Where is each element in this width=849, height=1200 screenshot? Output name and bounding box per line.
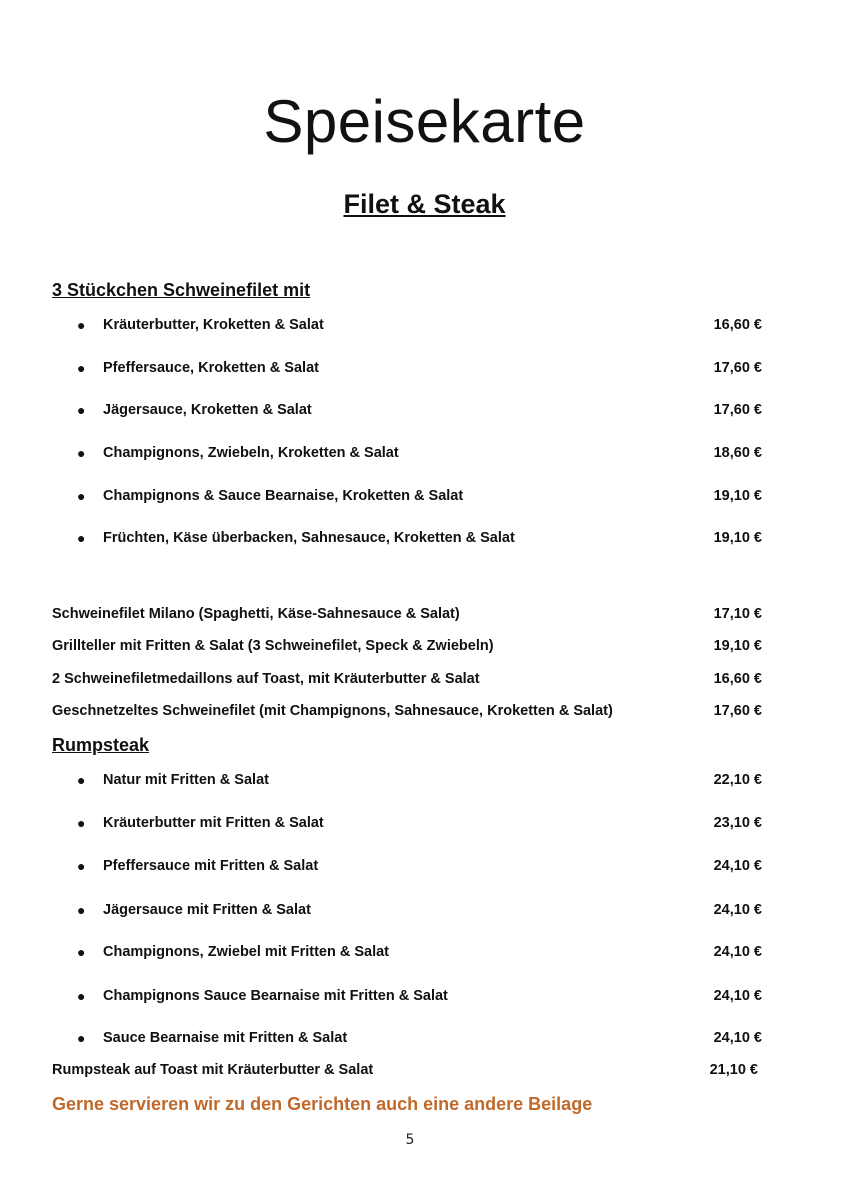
bullet-icon: ● [77,858,86,874]
bullet-icon: ● [77,815,86,831]
page-subtitle: Filet & Steak [343,189,506,219]
menu-item-price: 24,10 € [713,1030,762,1046]
menu-item [52,668,762,690]
menu-item-price: 17,60 € [713,703,762,719]
menu-item-price: 23,10 € [713,815,762,831]
bullet-icon: ● [77,944,86,960]
menu-item-price: 22,10 € [713,772,762,788]
menu-item-name: Schweinefilet Milano (Spaghetti, Käse-Sahnesauce & Salat) [52,606,460,622]
menu-item [52,1027,762,1049]
bullet-icon: ● [77,902,86,918]
menu-item-price: 19,10 € [713,638,762,654]
bullet-icon: ● [77,402,86,418]
menu-item [52,769,762,791]
bullet-icon: ● [77,488,86,504]
menu-item-name: Champignons, Zwiebeln, Kroketten & Salat [103,445,399,461]
menu-item [52,485,762,507]
menu-item [52,899,762,921]
menu-item-name: Natur mit Fritten & Salat [103,772,269,788]
menu-item-name: Jägersauce, Kroketten & Salat [103,402,312,418]
menu-item-price: 21,10 € [709,1062,758,1078]
menu-item-name: Kräuterbutter, Kroketten & Salat [103,317,324,333]
bullet-icon: ● [77,360,86,376]
menu-item [52,314,762,336]
menu-item-name: Champignons, Zwiebel mit Fritten & Salat [103,944,389,960]
menu-item [52,442,762,464]
bullet-icon: ● [77,988,86,1004]
menu-item-price: 24,10 € [713,944,762,960]
menu-item-name: Jägersauce mit Fritten & Salat [103,902,311,918]
menu-item [52,700,762,722]
menu-item-price: 24,10 € [713,988,762,1004]
menu-item-name: Früchten, Käse überbacken, Sahnesauce, Kroketten & Salat [103,530,515,546]
menu-item-name: Kräuterbutter mit Fritten & Salat [103,815,324,831]
bullet-icon: ● [77,772,86,788]
menu-item-name: Champignons Sauce Bearnaise mit Fritten & Salat [103,988,448,1004]
menu-item-price: 24,10 € [713,858,762,874]
side-dish-note: Gerne servieren wir zu den Gerichten auch eine andere Beilage [52,1094,593,1114]
page-title: Speisekarte [263,88,586,155]
menu-item-name: 2 Schweinefiletmedaillons auf Toast, mit Kräuterbutter & Salat [52,671,480,687]
menu-item-name: Grillteller mit Fritten & Salat (3 Schweinefilet, Speck & Zwiebeln) [52,638,494,654]
bullet-icon: ● [77,445,86,461]
menu-item [52,812,762,834]
menu-item-price: 17,60 € [713,360,762,376]
menu-item-name: Pfeffersauce, Kroketten & Salat [103,360,319,376]
menu-item [52,1059,758,1081]
menu-item [52,357,762,379]
bullet-icon: ● [77,1030,86,1046]
bullet-icon: ● [77,317,86,333]
menu-item-price: 18,60 € [713,445,762,461]
page-number: 5 [405,1132,415,1148]
menu-item-name: Champignons & Sauce Bearnaise, Kroketten & Salat [103,488,464,504]
menu-item [52,985,762,1007]
menu-item [52,635,762,657]
menu-item-name: Rumpsteak auf Toast mit Kräuterbutter & Salat [52,1062,374,1078]
menu-item-name: Pfeffersauce mit Fritten & Salat [103,858,319,874]
menu-item-price: 16,60 € [713,317,762,333]
section-heading-schweinefilet: 3 Stückchen Schweinefilet mit [52,280,311,300]
menu-item-price: 19,10 € [713,530,762,546]
menu-item-price: 17,10 € [713,606,762,622]
menu-item-price: 19,10 € [713,488,762,504]
menu-item-price: 17,60 € [713,402,762,418]
menu-item [52,941,762,963]
menu-item [52,527,762,549]
bullet-icon: ● [77,530,86,546]
menu-item [52,603,762,625]
section-heading-rumpsteak: Rumpsteak [52,735,150,755]
menu-item-name: Sauce Bearnaise mit Fritten & Salat [103,1030,348,1046]
menu-item [52,855,762,877]
menu-item-price: 24,10 € [713,902,762,918]
menu-item [52,399,762,421]
menu-item-price: 16,60 € [713,671,762,687]
menu-item-name: Geschnetzeltes Schweinefilet (mit Champignons, Sahnesauce, Kroketten & Salat) [52,703,613,719]
